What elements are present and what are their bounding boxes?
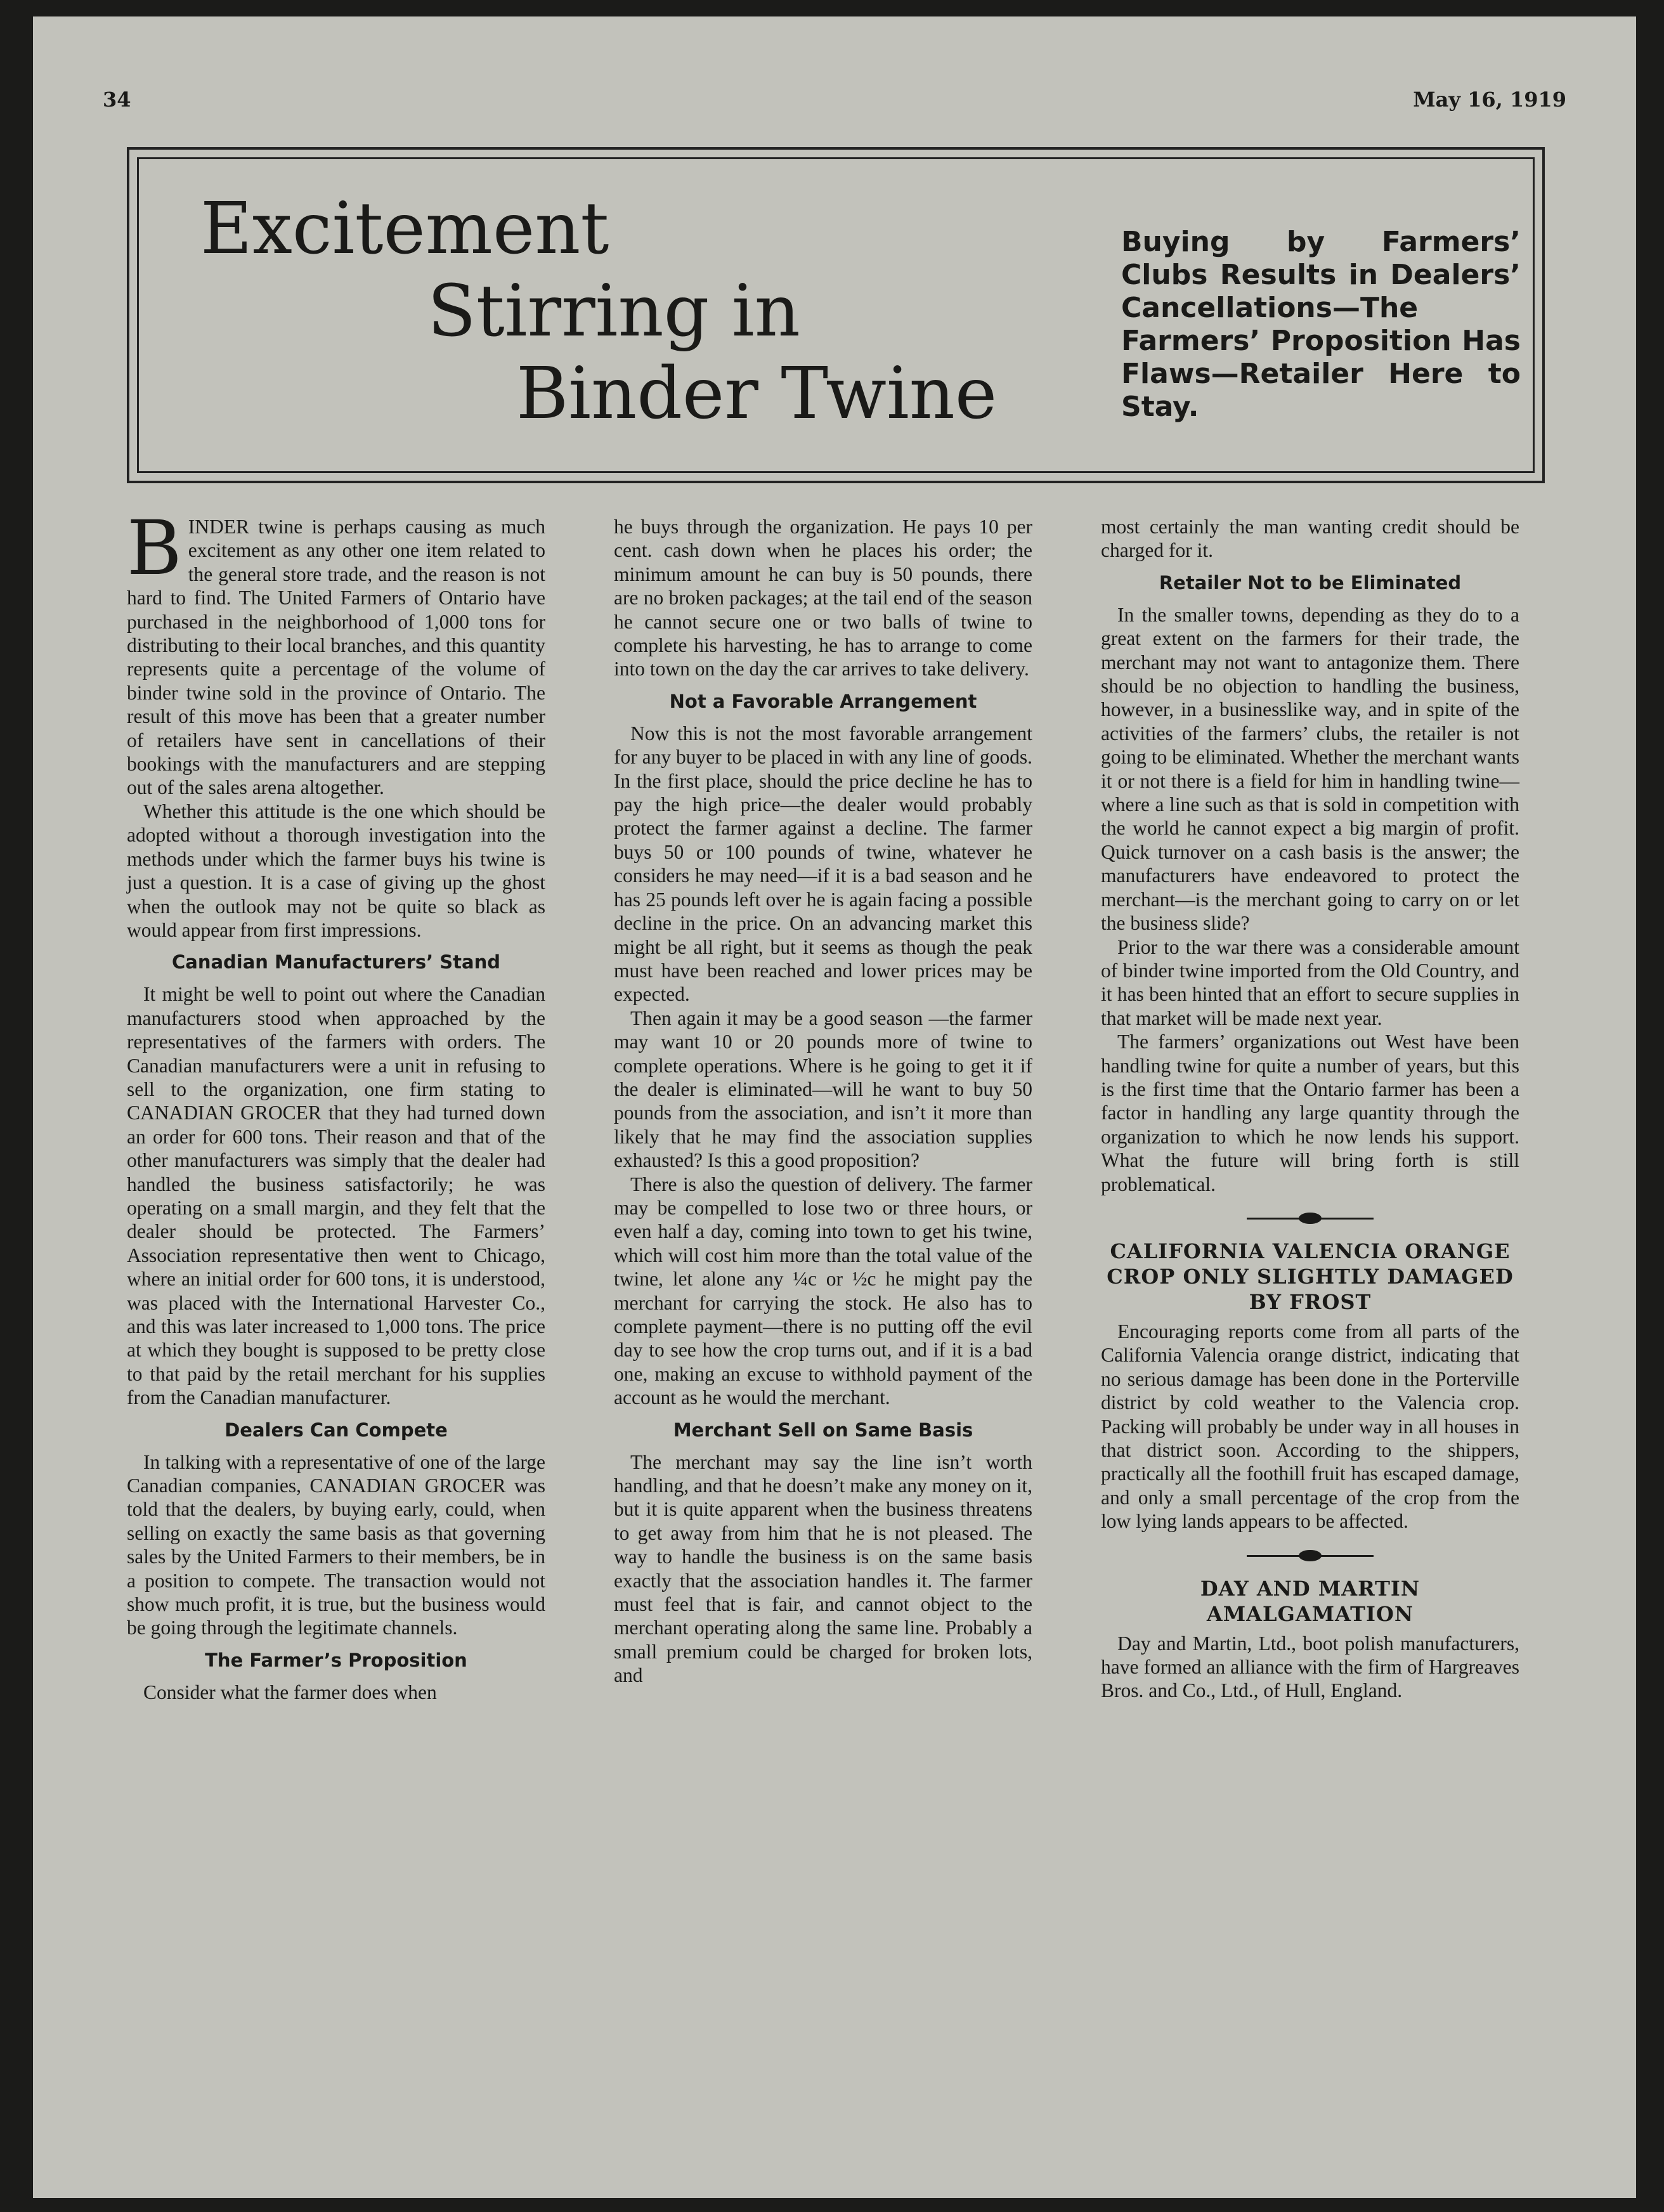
headline-line-3: Binder Twine xyxy=(516,353,998,435)
paragraph: Then again it may be a good season —the farmer may want 10 or 20 pounds more of twine to complete operations. Where is he going to get it if the dealer is eliminated—will he want to buy 50 pounds from the association, and isn’t it more than likely that he may find the association supplies exhausted? Is this a good proposition? xyxy=(614,1006,1032,1172)
paragraph: he buys through the organization. He pays 10 per cent. cash down when he places his order; the minimum amount he can buy is 50 pounds, there are no broken packages; at the tail end of the season he cannot secure one or two balls of twine to complete his harvesting, he has to arrange to come into town on the day the car arrives to take delivery. xyxy=(614,516,1032,680)
subhead-farmers-proposition: The Farmer’s Proposition xyxy=(205,1649,467,1671)
story-headline-california: CALIFORNIA VALENCIA ORANGE CROP ONLY SLIGHTLY DAMAGED BY FROST xyxy=(1107,1239,1514,1314)
issue-date: May 16, 1919 xyxy=(1413,88,1566,112)
paragraph: The merchant may say the line isn’t worth handling, and that he doesn’t make any money on it, but it is quite apparent when the business threatens to get away from him that he is not pleased. The way to handle the business is on the same basis exactly that the association handles it. The farmer must feel that is fair, and cannot object to the merchant operating along the same line. Probably a small premium could be charged for broken lots, and xyxy=(614,1450,1032,1687)
paragraph: Consider what the farmer does when xyxy=(143,1681,437,1703)
subhead-merchant-sell: Merchant Sell on Same Basis xyxy=(673,1419,973,1441)
story-headline-day-martin: DAY AND MARTIN AMALGAMATION xyxy=(1200,1576,1420,1626)
paragraph: In the smaller towns, depending as they do to a great extent on the farmers for their trade, the merchant may not want to antagonize them. There should be no objection to handling the business, however, in a businesslike way, and in spite of the activities of the farmers’ clubs, the retailer is not going to be eliminated. Whether the merchant wants it or not there is a field for him in handling twine—where a line such as that is sold in competition with the world he cannot expect a big margin of profit. Quick turnover on a cash basis is the answer; the manufacturers have endeavored to protect the merchant—is the merchant going to carry on or let the business slide? xyxy=(1101,603,1519,935)
divider-ornament xyxy=(1299,1213,1322,1224)
column-1 xyxy=(127,504,545,1704)
paragraph: It might be well to point out where the Canadian manufacturers stood when approached by the representatives of the farmers with orders. The Canadian manufacturers were a unit in refusing to sell to the organization, one firm stating to CANADIAN GROCER that they had turned down an order for 600 tons. Their reason and that of the other manufacturers was simply that the dealer had handled the business satisfactorily; he was operating on a small margin, and they felt that the dealer should be protected. The Farmers’ Association representative then went to Chicago, where an initial order for 600 tons, it is understood, was placed with the International Harvester Co., and this was later increased to 1,000 tons. The price at which they bought is supposed to be pretty close to that paid by the retail merchant for his supplies from the Canadian manufacturer. xyxy=(127,983,545,1409)
paragraph: In talking with a representative of one of the large Canadian companies, CANADIAN GROCER was told that the dealers, by buying early, could, when selling on exactly the same basis as that governing sales by the United Farmers to their members, be in a position to compete. The transaction would not show much profit, it is true, but the business would be going through the legitimate channels. xyxy=(127,1450,545,1639)
paragraph: Whether this attitude is the one which should be adopted without a thorough investigation into the methods under which the farmer buys his twine is just a question. It is a case of giving up the ghost when the outlook may not be quite so black as would appear from first impressions. xyxy=(127,800,545,941)
headline-deck: Buying by Farmers’ Clubs Results in Dealers’ Cancellations—The Farmers’ Proposition Has Flaws—Retailer Here to Stay. xyxy=(1121,226,1521,423)
ornamental-divider xyxy=(1247,1555,1374,1557)
headline-line-1: Excitement xyxy=(200,188,609,270)
column-2 xyxy=(614,515,1032,1688)
drop-cap: B xyxy=(127,504,182,592)
paragraph: Now this is not the most favorable arrangement for any buyer to be placed in with any line of goods. In the first place, should the price decline he has to pay the high price—the dealer would probably protect the farmer against a decline. The farmer buys 50 or 100 pounds of twine, whatever he considers he may need—if it is a bad season and he has 25 pounds left over he is again facing a possible decline in the price. On an advancing market this might be all right, but it seems as though the peak must have been reached and lower prices may be expected. xyxy=(614,722,1032,1006)
subhead-canadian-manufacturers: Canadian Manufacturers’ Stand xyxy=(171,951,501,973)
headline-line-2: Stirring in xyxy=(427,270,800,353)
paragraph: Prior to the war there was a considerable amount of binder twine imported from the Old Country, and it has been hinted that an effort to secure supplies in that market will be made next year. xyxy=(1101,935,1519,1029)
subhead-not-favorable: Not a Favorable Arrangement xyxy=(669,690,977,712)
page-number: 34 xyxy=(103,88,131,112)
divider-ornament xyxy=(1299,1550,1322,1561)
magazine-page xyxy=(33,16,1636,2198)
headline-box xyxy=(127,147,1545,483)
ornamental-divider xyxy=(1247,1218,1374,1220)
column-3 xyxy=(1101,515,1519,1703)
paragraph: Day and Martin, Ltd., boot polish manufacturers, have formed an alliance with the firm of Hargreaves Bros. and Co., Ltd., of Hull, England. xyxy=(1101,1632,1519,1702)
subhead-retailer-not-eliminated: Retailer Not to be Eliminated xyxy=(1159,571,1462,594)
paragraph: The farmers’ organizations out West have been handling twine for quite a number of years, but this is the first time that the Ontario farmer has been a factor in handling any large quantity through the organization to which he now lends his support. What the future will bring forth is still problematical. xyxy=(1101,1031,1519,1195)
subhead-dealers-can-compete: Dealers Can Compete xyxy=(224,1419,448,1441)
paragraph: There is also the question of delivery. The farmer may be compelled to lose two or three hours, or even half a day, coming into town to get his twine, which will cost him more than the total value of the twine, let alone any ¼c or ½c he might pay the merchant for carrying the stock. He also has to complete payment—there is no putting off the evil day to see how the crop turns out, and if it is a bad one, making an excuse to withhold payment of the account as he would the merchant. xyxy=(614,1173,1032,1409)
lead-paragraph-text: INDER twine is perhaps causing as much excitement as any other one item related to the general store trade, and the reason is not hard to find. The United Farmers of Ontario have purchased in the neighborhood of 1,000 tons for distributing to their local branches, and this quantity represents quite a percentage of the volume of binder twine sold in the province of Ontario. The result of this move has been that a greater number of retailers have sent in cancellations of their bookings with the manufacturers and are stepping out of the sales arena altogether. xyxy=(127,516,545,799)
lead-paragraph xyxy=(127,504,545,800)
paragraph: most certainly the man wanting credit should be charged for it. xyxy=(1101,516,1519,562)
paragraph: Encouraging reports come from all parts of the California Valencia orange district, indicating that no serious damage has been done in the Porterville district by cold weather to the Valencia crop. Packing will probably be under way in all houses in that district soon. According to the shippers, practically all the foothill fruit has escaped damage, and only a small percentage of the crop from the low lying lands appears to be affected. xyxy=(1101,1320,1519,1533)
